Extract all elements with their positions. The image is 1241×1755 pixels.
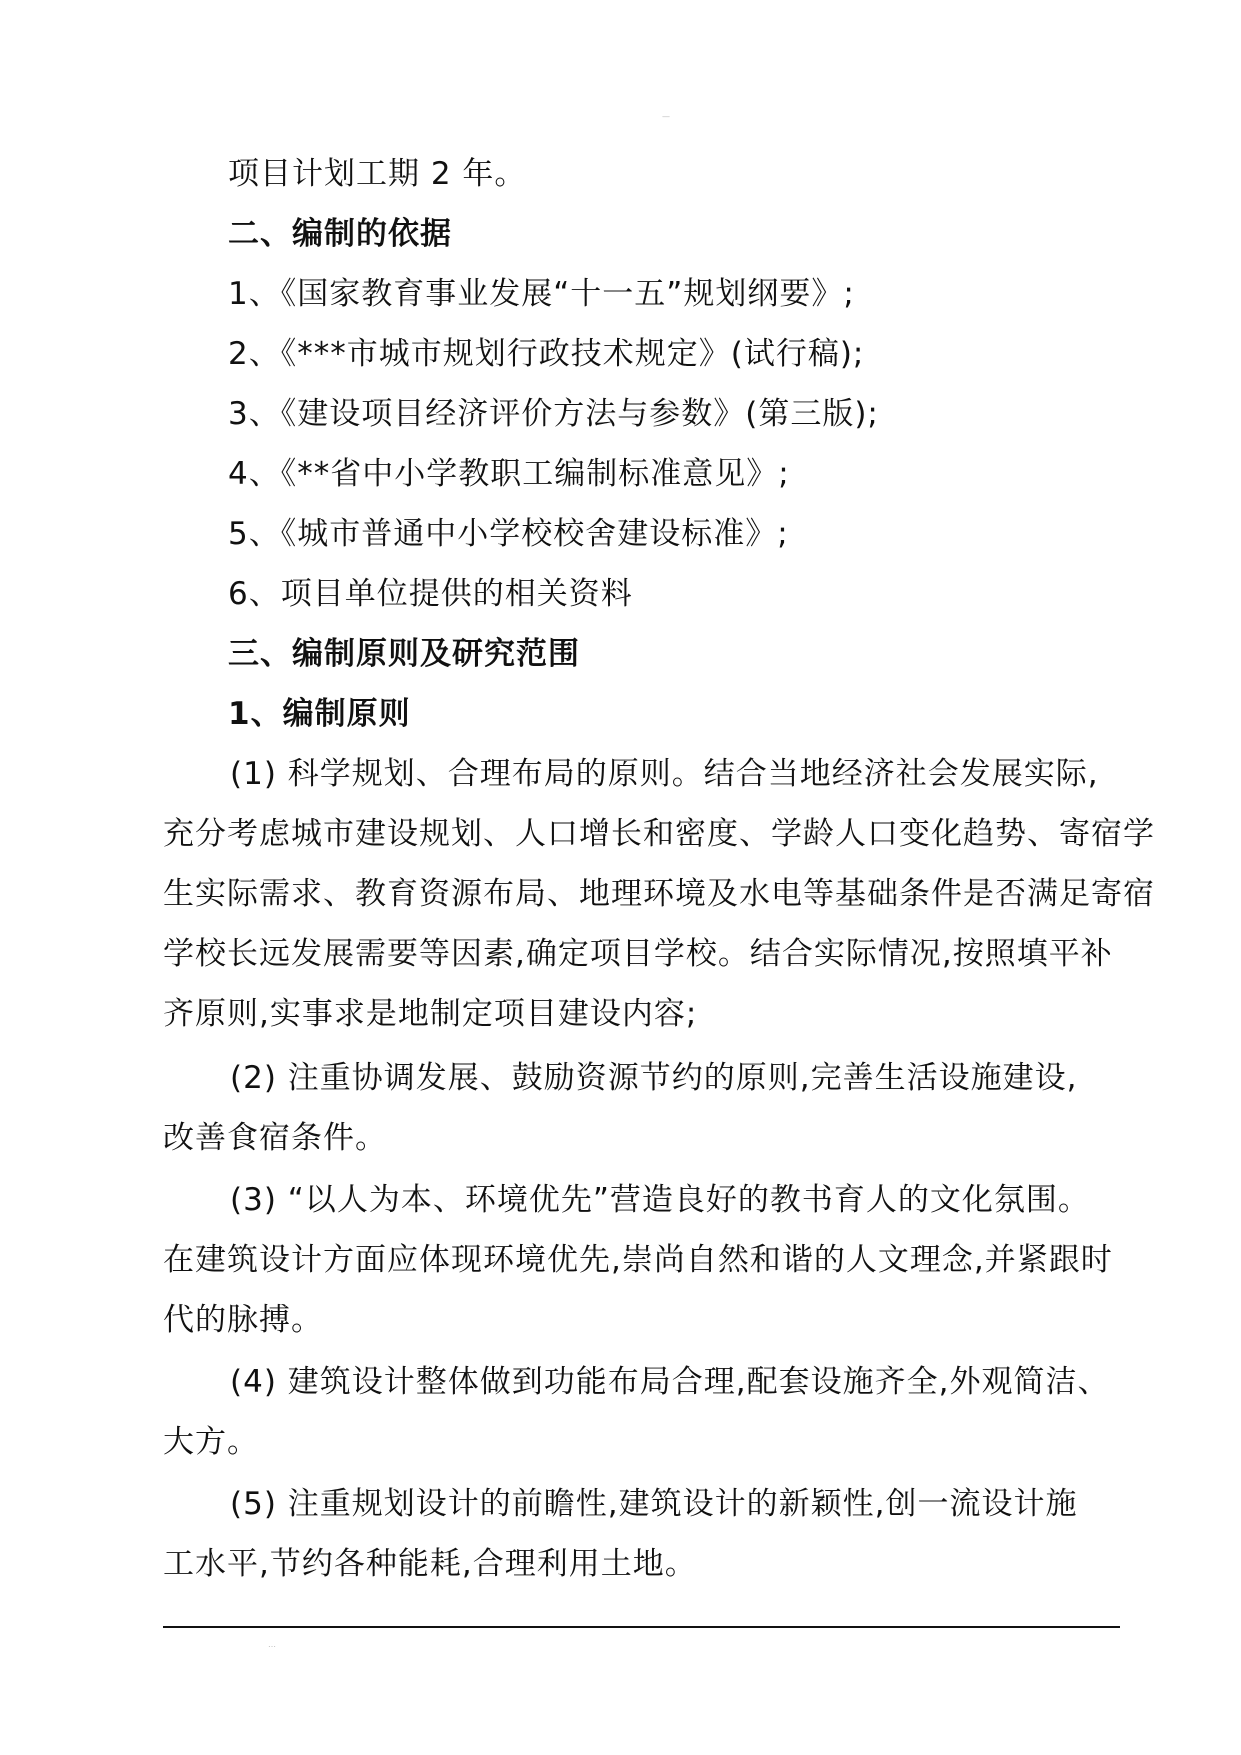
list-item: 2、《***市城市规划行政技术规定》(试行稿); [228,336,865,372]
list-item: 1、《国家教育事业发展“十一五”规划纲要》; [228,276,855,312]
list-item: 5、《城市普通中小学校校舍建设标准》; [228,516,789,552]
footer-mark: … [268,1640,276,1649]
paragraph-line: (4) 建筑设计整体做到功能布局合理,配套设施齐全,外观简洁、 [230,1364,1110,1400]
list-item: 4、《**省中小学教职工编制标准意见》; [228,456,790,492]
paragraph-line: 生实际需求、教育资源布局、地理环境及水电等基础条件是否满足寄宿 [163,876,1155,912]
paragraph-line: 在建筑设计方面应体现环境优先,崇尚自然和谐的人文理念,并紧跟时 [163,1242,1113,1278]
section-heading: 二、编制的依据 [228,216,452,252]
paragraph-line: 学校长远发展需要等因素,确定项目学校。结合实际情况,按照填平补 [163,936,1113,972]
list-item: 3、《建设项目经济评价方法与参数》(第三版); [228,396,879,432]
body-line: 项目计划工期 2 年。 [228,156,527,192]
paragraph-line: 齐原则,实事求是地制定项目建设内容; [163,996,698,1032]
paragraph-line: 大方。 [163,1424,259,1460]
list-item: 6、项目单位提供的相关资料 [228,576,633,612]
paragraph-line: 工水平,节约各种能耗,合理利用土地。 [163,1546,697,1582]
paragraph-line: (5) 注重规划设计的前瞻性,建筑设计的新颖性,创一流设计施 [230,1486,1078,1522]
paragraph-line: (3) “以人为本、环境优先”营造良好的教书育人的文化氛围。 [230,1182,1090,1218]
paragraph-line: (2) 注重协调发展、鼓励资源节约的原则,完善生活设施建设, [230,1060,1078,1096]
paragraph-line: 改善食宿条件。 [163,1120,387,1156]
paragraph-line: (1) 科学规划、合理布局的原则。结合当地经济社会发展实际, [230,756,1099,792]
section-heading: 三、编制原则及研究范围 [228,636,580,672]
footer-divider [163,1626,1120,1628]
paragraph-line: 充分考虑城市建设规划、人口增长和密度、学龄人口变化趋势、寄宿学 [163,816,1155,852]
header-mark: — [662,112,670,121]
paragraph-line: 代的脉搏。 [163,1302,323,1338]
subsection-heading: 1、编制原则 [228,696,411,732]
